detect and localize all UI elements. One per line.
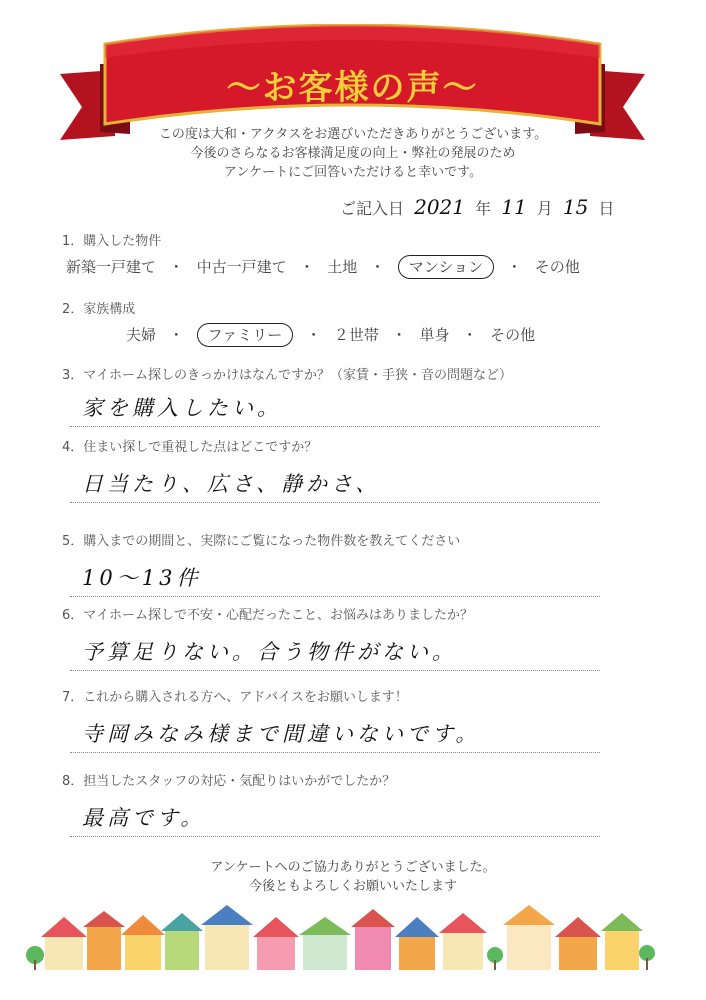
question-1-options xyxy=(62,256,584,277)
banner-title: 〜お客様の声〜 xyxy=(226,68,479,108)
answer-6-text: 予算足りない。合う物件がない。 xyxy=(82,640,457,664)
answer-5-text: 10〜13件 xyxy=(82,566,202,590)
option-family-selected: ファミリー xyxy=(197,323,294,347)
question-2-options xyxy=(122,324,539,345)
intro-line: この度は大和・アクタスをお選びいただきありがとうございます。 xyxy=(158,127,548,142)
question-6-label: 6．マイホーム探しで不安・心配だったこと、お悩みはありましたか？ xyxy=(62,608,474,623)
answer-3 xyxy=(70,390,600,427)
option-new-house: 新築一戸建て xyxy=(66,258,157,276)
option-two-gen: ２世帯 xyxy=(333,326,379,344)
answer-4 xyxy=(70,466,600,503)
question-8-label: 8．担当したスタッフの対応・気配りはいかがでしたか？ xyxy=(62,774,396,789)
option-separator: ・ xyxy=(168,258,184,276)
date-month: 11 xyxy=(501,195,527,219)
closing-line: アンケートへのご協力ありがとうございました。 xyxy=(210,860,496,875)
option-other: その他 xyxy=(534,258,580,276)
option-used-house: 中古一戸建て xyxy=(196,258,287,276)
question-7-label: 7．これから購入される方へ、アドバイスをお願いします！ xyxy=(62,690,408,705)
question-1-label: 1．購入した物件 xyxy=(62,234,162,249)
answer-8-text: 最高です。 xyxy=(82,806,206,830)
date-year: 2021 xyxy=(414,195,466,219)
option-other: その他 xyxy=(490,326,536,344)
answer-6 xyxy=(70,634,600,671)
year-unit: 年 xyxy=(475,199,492,218)
answer-7-text: 寺岡みなみ様まで間違いないです。 xyxy=(82,722,481,746)
answer-3-text: 家を購入したい。 xyxy=(82,396,282,420)
date-day: 15 xyxy=(562,195,589,219)
entry-date xyxy=(340,195,614,219)
month-unit: 月 xyxy=(536,199,553,218)
closing-line: 今後ともよろしくお願いいたします xyxy=(248,879,457,894)
answer-8 xyxy=(70,800,600,837)
option-separator: ・ xyxy=(299,258,315,276)
closing-text xyxy=(0,858,706,896)
question-2-label: 2．家族構成 xyxy=(62,302,136,317)
option-separator: ・ xyxy=(506,258,522,276)
option-separator: ・ xyxy=(462,326,478,344)
houses-illustration xyxy=(25,905,655,970)
option-land: 土地 xyxy=(327,258,358,276)
option-separator: ・ xyxy=(391,326,407,344)
intro-line: アンケートにご回答いただけると幸いです。 xyxy=(223,165,483,180)
option-separator: ・ xyxy=(306,326,322,344)
intro-text xyxy=(0,125,706,182)
question-4-label: 4．住まい探しで重視した点はどこですか？ xyxy=(62,440,318,455)
answer-7 xyxy=(70,716,600,753)
question-3-label: 3．マイホーム探しのきっかけはなんですか？（家賃・手狭・音の問題など） xyxy=(62,368,513,383)
option-mansion-selected: マンション xyxy=(398,255,494,279)
answer-4-text: 日当たり、広さ、静かさ、 xyxy=(82,472,381,496)
intro-line: 今後のさらなるお客様満足度の向上・弊社の発展のため xyxy=(190,146,516,161)
answer-5 xyxy=(70,560,600,597)
option-separator: ・ xyxy=(168,326,184,344)
date-label: ご記入日 xyxy=(340,199,405,218)
question-5-label: 5．購入までの期間と、実際にご覧になった物件数を教えてください xyxy=(62,534,461,549)
day-unit: 日 xyxy=(598,199,615,218)
option-single: 単身 xyxy=(419,326,450,344)
option-separator: ・ xyxy=(369,258,385,276)
option-couple: 夫婦 xyxy=(126,326,157,344)
